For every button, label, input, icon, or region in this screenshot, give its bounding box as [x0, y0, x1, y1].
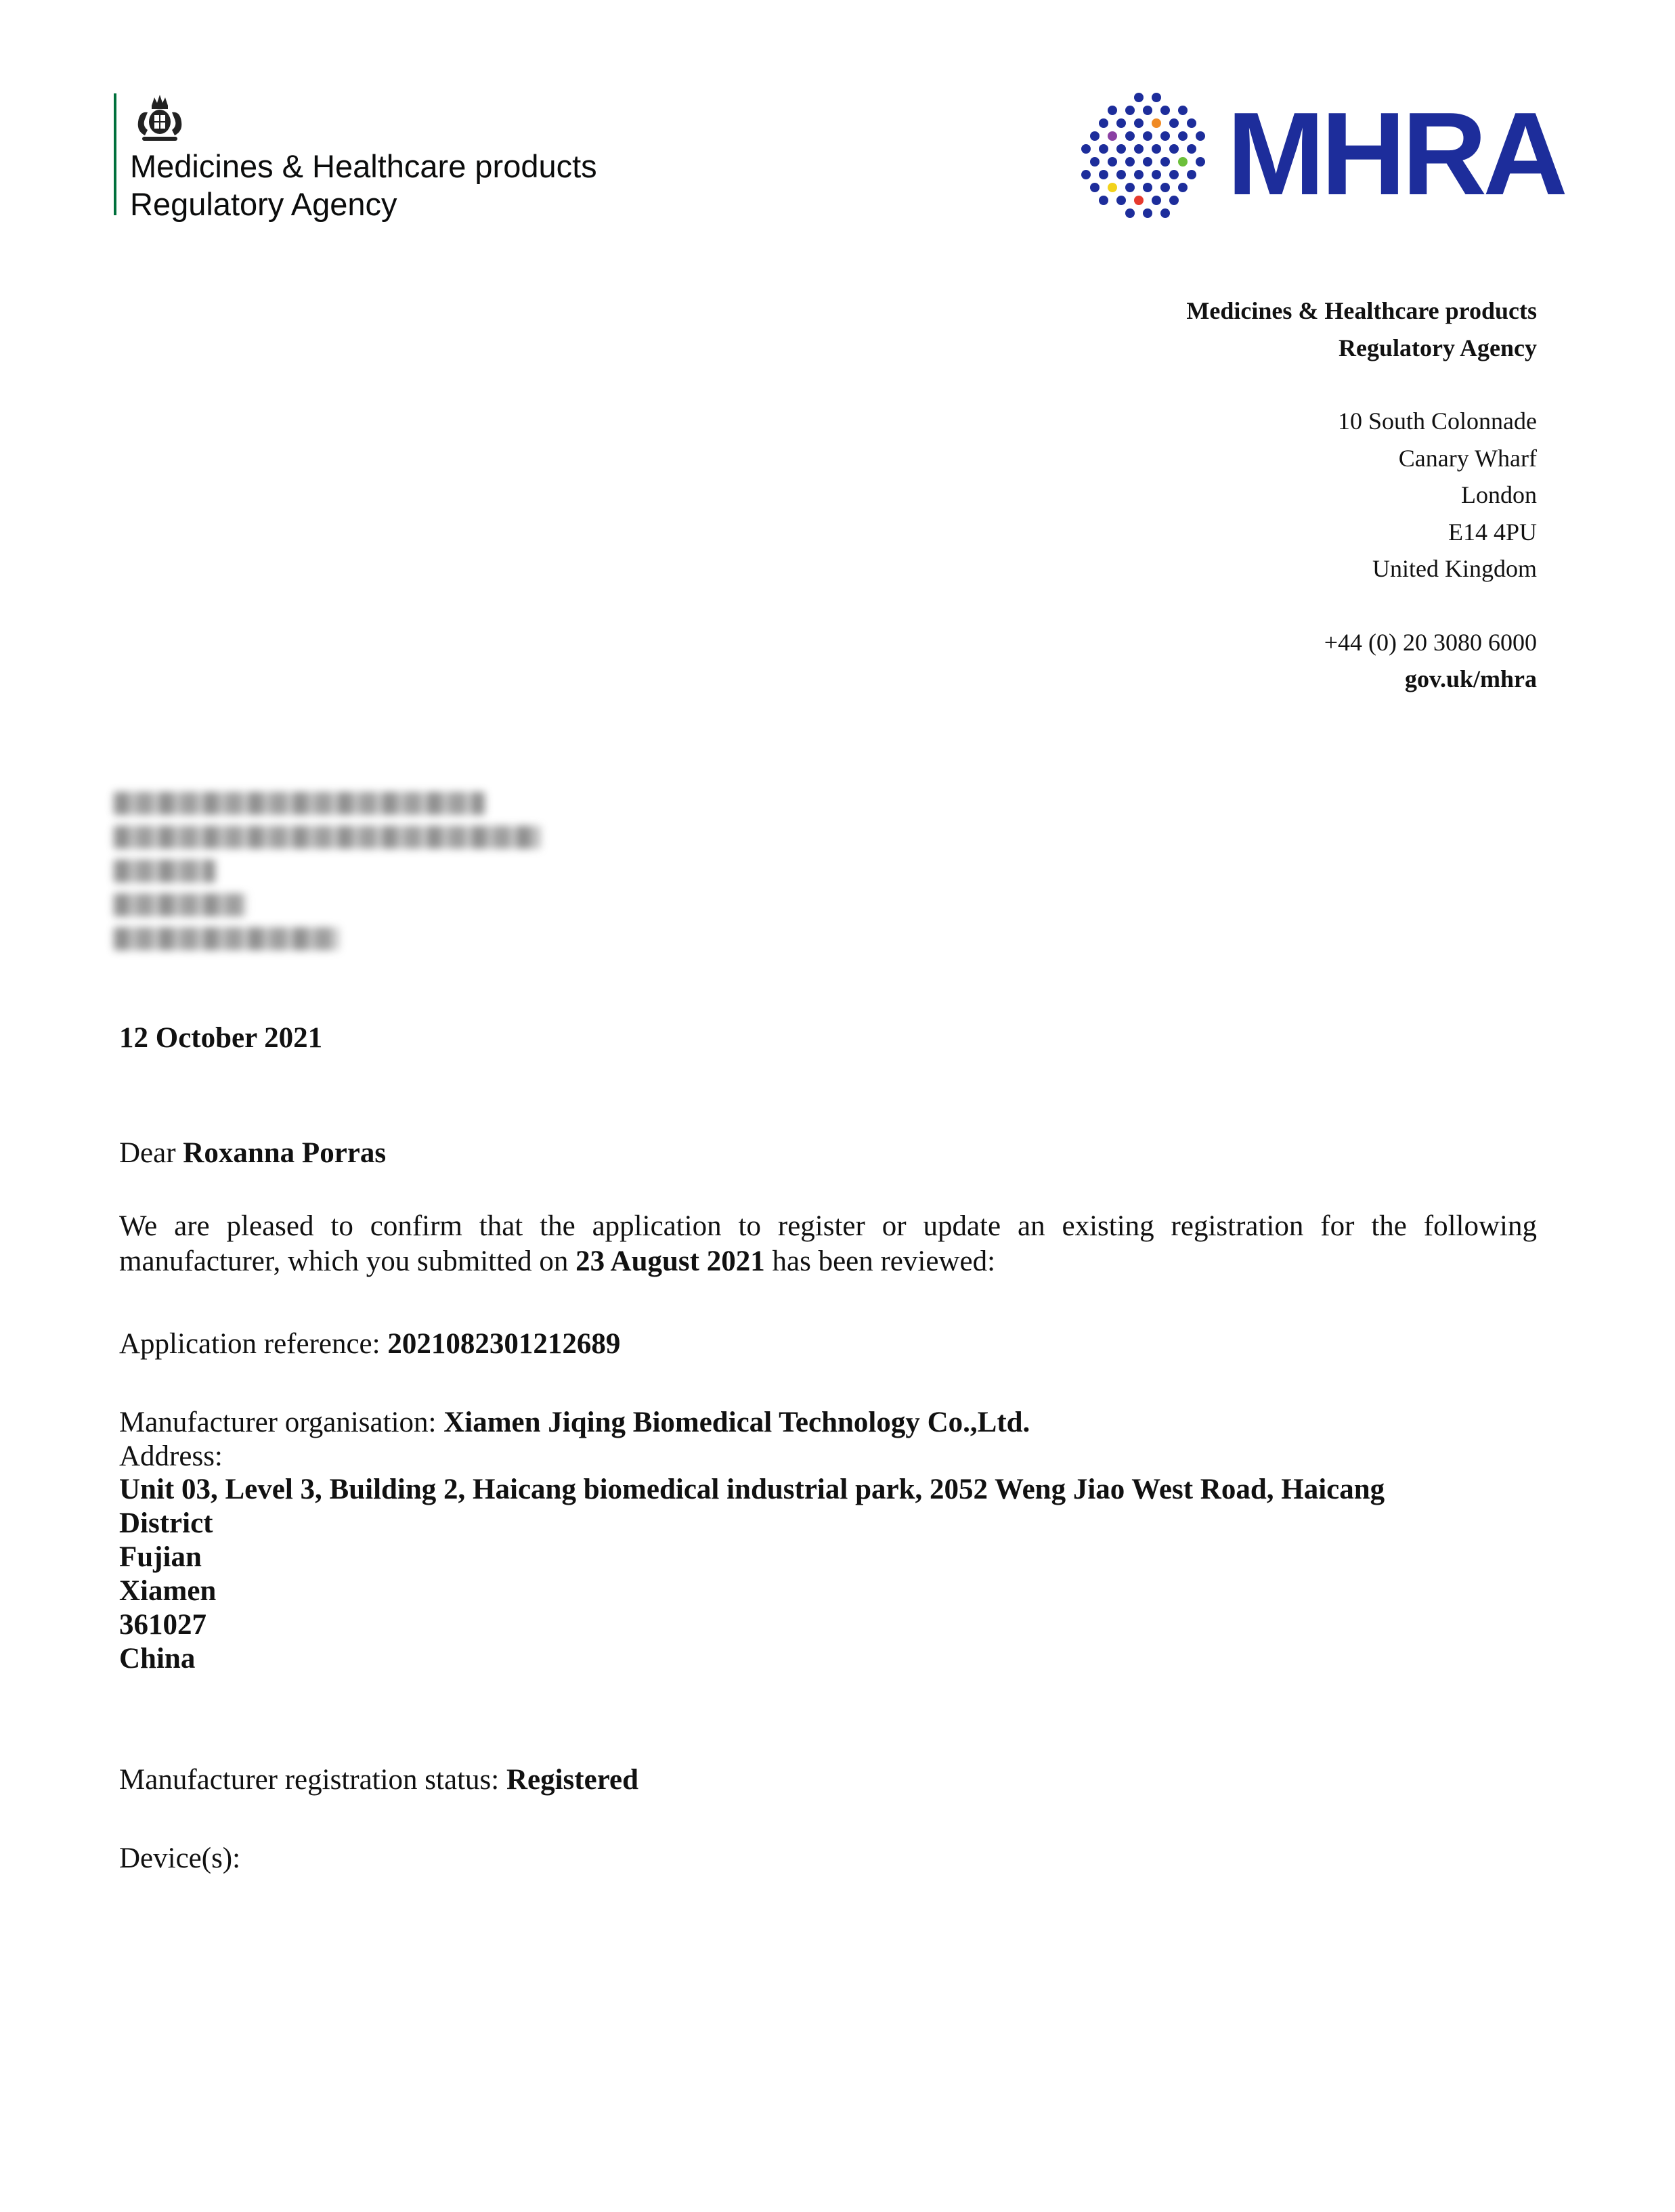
- logo-dot: [1152, 196, 1161, 205]
- application-reference: [119, 1327, 1537, 1362]
- letter-date: 12 October 2021: [119, 1022, 323, 1054]
- logo-dot: [1125, 157, 1135, 167]
- identity-rule: [114, 93, 116, 215]
- logo-dot: [1196, 157, 1205, 167]
- logo-dot: [1178, 131, 1188, 141]
- logo-dot: [1134, 196, 1144, 205]
- application-reference-label: Application reference:: [119, 1328, 388, 1360]
- manufacturer-address-line: Xiamen: [119, 1575, 217, 1607]
- logo-dot: [1187, 118, 1196, 128]
- logo-dot: [1081, 170, 1091, 179]
- sender-name-line-1: Medicines & Healthcare products: [1186, 297, 1537, 324]
- logo-dot: [1125, 131, 1135, 141]
- manufacturer-organisation: [119, 1405, 1537, 1440]
- logo-dot: [1152, 170, 1161, 179]
- logo-dot: [1143, 183, 1152, 192]
- logo-dot: [1160, 157, 1170, 167]
- logo-dot: [1160, 131, 1170, 141]
- manufacturer-address-line: Unit 03, Level 3, Building 2, Haicang biomedical industrial park, 2052 Weng Jiao West Road, Haicang: [119, 1474, 1385, 1505]
- logo-dot: [1099, 118, 1108, 128]
- logo-dot: [1169, 144, 1179, 154]
- logo-dot: [1099, 196, 1108, 205]
- logo-dot: [1090, 157, 1100, 167]
- manufacturer-value: Xiamen Jiqing Biomedical Technology Co.,Ltd.: [443, 1407, 1030, 1438]
- sender-address-line: United Kingdom: [1372, 555, 1537, 582]
- application-reference-value: 2021082301212689: [387, 1328, 621, 1360]
- address-label: Address:: [119, 1440, 223, 1472]
- manufacturer-address-line: District: [119, 1507, 213, 1539]
- devices-label: Device(s):: [119, 1842, 241, 1874]
- logo-dot: [1143, 157, 1152, 167]
- manufacturer-address-line: Fujian: [119, 1541, 202, 1573]
- logo-dot: [1178, 183, 1188, 192]
- logo-dot: [1134, 93, 1144, 102]
- agency-name-line-1: Medicines & Healthcare products: [130, 148, 597, 184]
- logo-dot: [1178, 106, 1188, 115]
- logo-dot: [1152, 118, 1161, 128]
- logo-dot: [1187, 170, 1196, 179]
- sender-phone: +44 (0) 20 3080 6000: [1324, 628, 1537, 656]
- intro-paragraph: [119, 1209, 1537, 1279]
- logo-dot: [1196, 131, 1205, 141]
- redacted-line: [114, 927, 339, 950]
- intro-text: We are pleased to confirm that the application to register or update an existing registration for the following manufacturer, which you submitted on: [119, 1210, 1537, 1277]
- sender-address-line: E14 4PU: [1448, 518, 1537, 546]
- recipient-name: Roxanna Porras: [183, 1137, 387, 1169]
- manufacturer-address-line: China: [119, 1643, 196, 1675]
- sender-address-line: 10 South Colonnade: [1338, 407, 1537, 435]
- royal-crest-icon: [127, 92, 192, 146]
- logo-dot: [1187, 144, 1196, 154]
- mhra-dot-logo-icon: [1074, 89, 1209, 225]
- redacted-line: [114, 826, 540, 849]
- logo-dot: [1099, 144, 1108, 154]
- manufacturer-address-line: 361027: [119, 1609, 206, 1641]
- sender-address-line: London: [1461, 481, 1537, 508]
- logo-dot: [1134, 170, 1144, 179]
- logo-dot: [1152, 93, 1161, 102]
- intro-text-end: has been reviewed:: [764, 1245, 996, 1277]
- sender-name-line-2: Regulatory Agency: [1339, 334, 1537, 361]
- logo-dot: [1090, 183, 1100, 192]
- submitted-date: 23 August 2021: [575, 1245, 765, 1277]
- sender-website: gov.uk/mhra: [1404, 665, 1537, 692]
- registration-status: [119, 1763, 1537, 1798]
- logo-dot: [1125, 183, 1135, 192]
- logo-dot: [1134, 144, 1144, 154]
- manufacturer-label: Manufacturer organisation:: [119, 1407, 444, 1438]
- logo-dot: [1108, 183, 1117, 192]
- logo-dot: [1090, 131, 1100, 141]
- salutation-prefix: Dear: [119, 1137, 183, 1169]
- manufacturer-address: [119, 1473, 1537, 1676]
- mhra-logo-text: MHRA: [1227, 87, 1564, 219]
- salutation: [119, 1136, 1537, 1171]
- redacted-line: [114, 860, 215, 883]
- logo-dot: [1169, 170, 1179, 179]
- logo-dot: [1160, 106, 1170, 115]
- agency-name: [130, 148, 597, 223]
- logo-dot: [1143, 106, 1152, 115]
- logo-dot: [1160, 183, 1170, 192]
- logo-dot: [1143, 208, 1152, 218]
- logo-dot: [1116, 144, 1126, 154]
- logo-dot: [1125, 208, 1135, 218]
- registration-status-label: Manufacturer registration status:: [119, 1764, 506, 1796]
- logo-dot: [1108, 157, 1117, 167]
- logo-dot: [1160, 208, 1170, 218]
- sender-address: [1186, 292, 1537, 698]
- logo-dot: [1116, 118, 1126, 128]
- logo-dot: [1099, 170, 1108, 179]
- sender-address-line: Canary Wharf: [1398, 444, 1537, 472]
- logo-dot: [1108, 106, 1117, 115]
- redacted-line: [114, 792, 485, 815]
- redacted-line: [114, 893, 246, 916]
- logo-dot: [1125, 106, 1135, 115]
- logo-dot: [1169, 118, 1179, 128]
- logo-dot: [1152, 144, 1161, 154]
- logo-dot: [1081, 144, 1091, 154]
- logo-dot: [1134, 118, 1144, 128]
- logo-dot: [1143, 131, 1152, 141]
- logo-dot: [1178, 157, 1188, 167]
- registration-status-value: Registered: [506, 1764, 639, 1796]
- logo-dot: [1169, 196, 1179, 205]
- logo-dot: [1116, 196, 1126, 205]
- logo-dot: [1116, 170, 1126, 179]
- logo-dot: [1108, 131, 1117, 141]
- redacted-recipient-address: [114, 785, 547, 961]
- agency-name-line-2: Regulatory Agency: [130, 186, 397, 222]
